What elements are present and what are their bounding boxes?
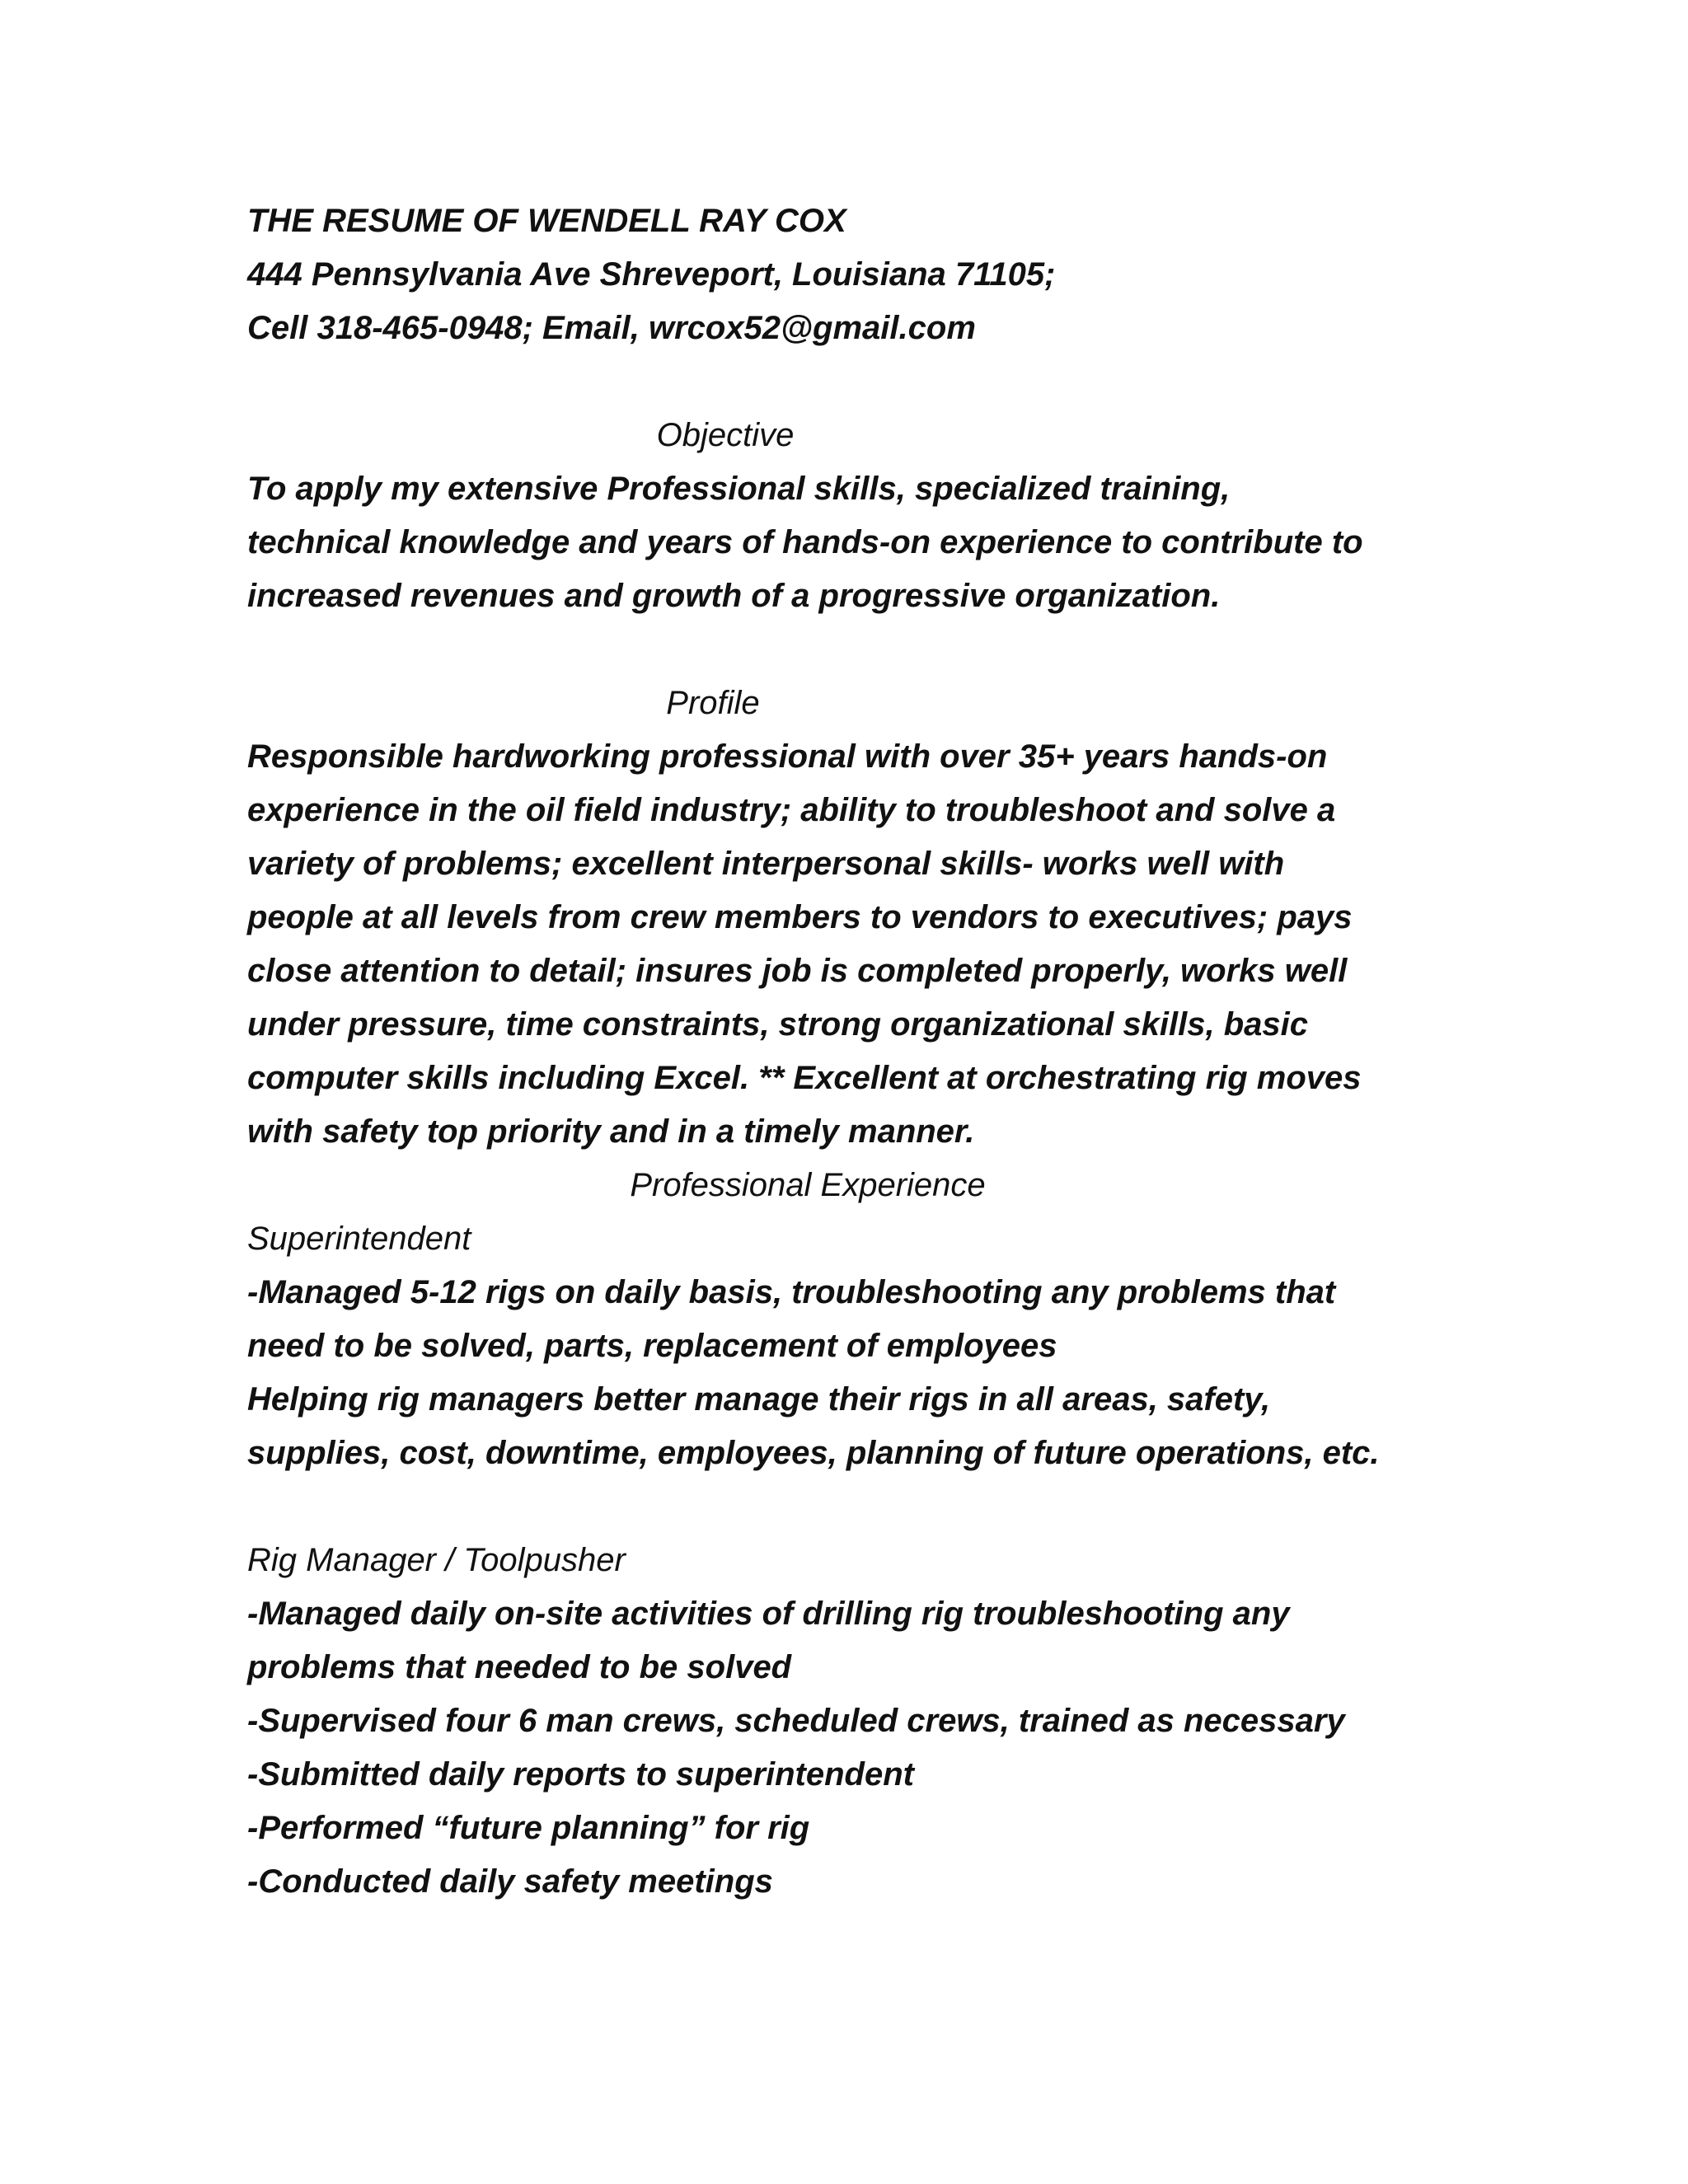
- profile-section: [247, 677, 1451, 1159]
- profile-line: with safety top priority and in a timely manner.: [247, 1113, 975, 1150]
- job-entry-rig-manager: [247, 1534, 1451, 1909]
- profile-line: variety of problems; excellent interpersonal skills- works well with: [247, 846, 1285, 882]
- address-line: 444 Pennsylvania Ave Shreveport, Louisiana 71105;: [247, 256, 1056, 293]
- job-title: Rig Manager / Toolpusher: [247, 1542, 626, 1578]
- resume-title: THE RESUME OF WENDELL RAY COX: [247, 203, 846, 239]
- job-duty-line: -Conducted daily safety meetings: [247, 1863, 773, 1900]
- resume-page: [247, 194, 1451, 1909]
- profile-line: computer skills including Excel. ** Excellent at orchestrating rig moves: [247, 1060, 1362, 1096]
- experience-section: [247, 1159, 1451, 1909]
- profile-line: Responsible hardworking professional with over 35+ years hands-on: [247, 738, 1328, 775]
- objective-heading: Objective: [656, 417, 795, 453]
- spacer: [247, 1480, 1451, 1534]
- job-duty-line: -Submitted daily reports to superintendent: [247, 1756, 914, 1793]
- profile-line: close attention to detail; insures job is completed properly, works well: [247, 953, 1348, 989]
- spacer: [247, 355, 1451, 409]
- job-duty-line: need to be solved, parts, replacement of employees: [247, 1328, 1057, 1364]
- job-title: Superintendent: [247, 1221, 471, 1257]
- job-duty-line: -Managed daily on-site activities of drilling rig troubleshooting any: [247, 1596, 1290, 1632]
- job-duty-line: -Supervised four 6 man crews, scheduled crews, trained as necessary: [247, 1703, 1345, 1739]
- job-duty-line: Helping rig managers better manage their rigs in all areas, safety,: [247, 1381, 1271, 1418]
- job-entry-superintendent: [247, 1212, 1451, 1480]
- objective-line: increased revenues and growth of a progressive organization.: [247, 578, 1221, 614]
- contact-line: Cell 318-465-0948; Email, wrcox52@gmail.com: [247, 310, 976, 346]
- resume-header: [247, 194, 1451, 355]
- objective-section: [247, 409, 1451, 623]
- profile-line: people at all levels from crew members to vendors to executives; pays: [247, 899, 1353, 935]
- job-duty-line: -Managed 5-12 rigs on daily basis, troubleshooting any problems that: [247, 1274, 1336, 1310]
- job-duty-line: supplies, cost, downtime, employees, planning of future operations, etc.: [247, 1435, 1380, 1471]
- profile-heading: Profile: [666, 685, 760, 721]
- job-duty-line: problems that needed to be solved: [247, 1649, 792, 1685]
- profile-line: under pressure, time constraints, strong organizational skills, basic: [247, 1006, 1309, 1043]
- objective-line: technical knowledge and years of hands-on experience to contribute to: [247, 524, 1363, 560]
- spacer: [247, 623, 1451, 677]
- objective-line: To apply my extensive Professional skills, specialized training,: [247, 471, 1231, 507]
- job-duty-line: -Performed “future planning” for rig: [247, 1810, 810, 1846]
- profile-line: experience in the oil field industry; ability to troubleshoot and solve a: [247, 792, 1336, 828]
- experience-heading: Professional Experience: [630, 1167, 986, 1203]
